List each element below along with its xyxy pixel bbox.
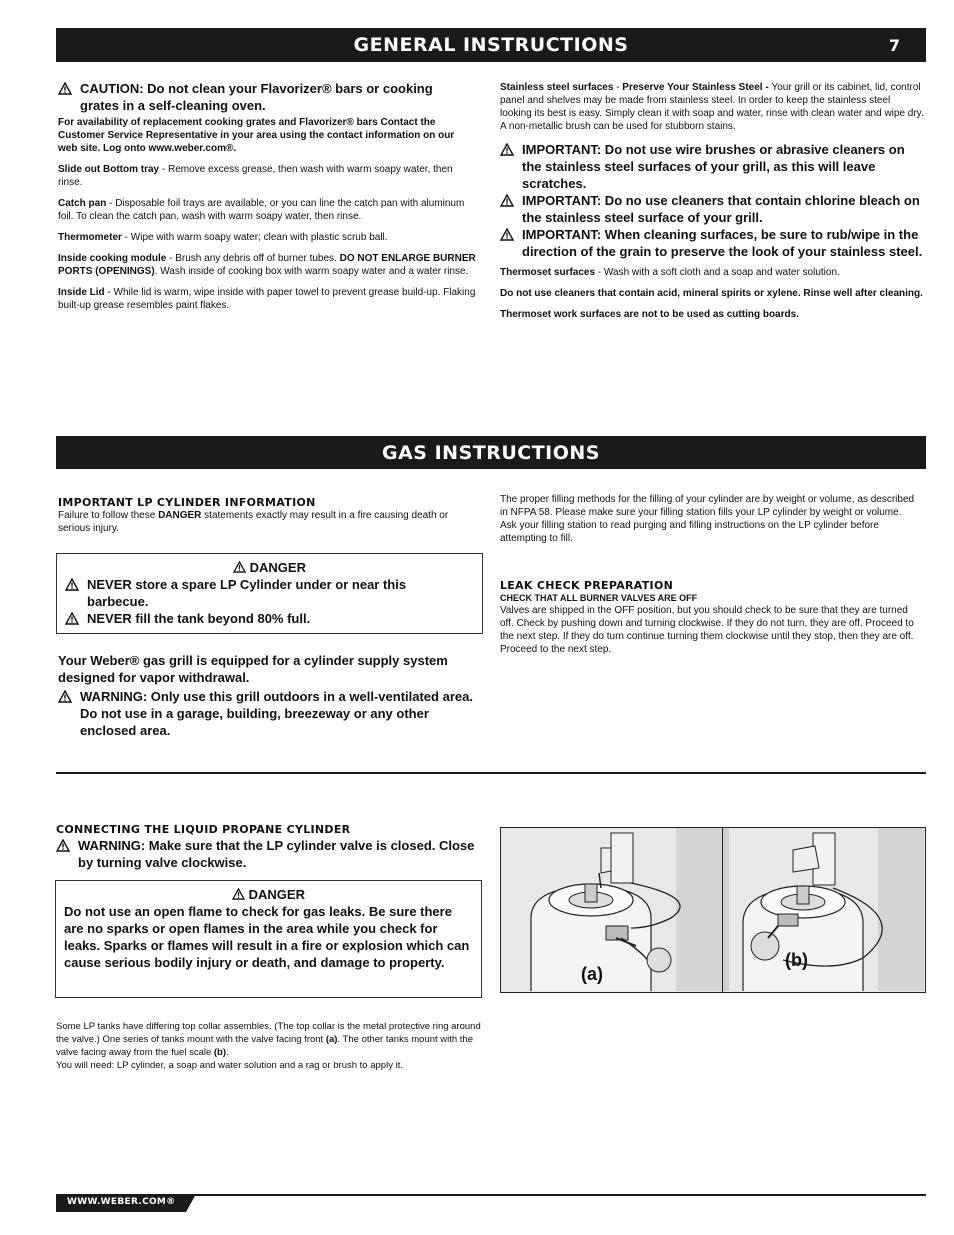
leak-check-text: Valves are shipped in the OFF position, but you should check to be sure that they are turned off. Check by pushing down and turning clockwise. If they do not turn, they are off. Proceed to the next step. If they do turn continue turning them clockwise until they stop, then they are off. Proceed to the next step. xyxy=(500,605,914,655)
item-cooking-module xyxy=(58,252,476,278)
lp-danger-word: DANGER xyxy=(158,510,202,521)
gas-instructions-header xyxy=(56,436,926,469)
danger-heading xyxy=(57,559,482,576)
important-text: IMPORTANT: When cleaning surfaces, be sure to rub/wipe in the direction of the grain to preserve the look of your stainless steel. xyxy=(522,227,923,259)
no-cleaners-note: Do not use cleaners that contain acid, mineral spirits or xylene. Rinse well after cleaning. xyxy=(500,288,923,299)
warning-triangle-icon xyxy=(65,578,79,591)
item-text: - Remove excess grease, then wash with warm soapy water, then rinse. xyxy=(58,164,453,188)
thermoset-text: - Wash with a soft cloth and a soap and water solution. xyxy=(595,267,840,278)
section-divider xyxy=(56,772,926,774)
danger-text: NEVER store a spare LP Cylinder under or near this barbecue. xyxy=(87,577,407,609)
stainless-paragraph xyxy=(500,81,924,133)
item-term: Inside cooking module xyxy=(58,253,167,264)
warning-triangle-icon xyxy=(58,690,72,703)
danger-heading xyxy=(56,886,481,903)
item-catch-pan xyxy=(58,197,476,223)
important-2 xyxy=(500,192,924,226)
item-text: - Wipe with warm soapy water; clean with plastic scrub ball. xyxy=(121,232,388,243)
connect-warning xyxy=(56,837,480,871)
warning-triangle-icon xyxy=(233,561,246,573)
stainless-bold: Preserve Your Stainless Steel - xyxy=(622,82,772,93)
warning-triangle-icon xyxy=(500,228,514,241)
connect-section xyxy=(56,823,480,871)
stainless-term: Stainless steel surfaces xyxy=(500,82,614,93)
item-term: Inside Lid xyxy=(58,287,105,298)
warning-triangle-icon xyxy=(500,143,514,156)
lp-cylinder-heading: IMPORTANT LP CYLINDER INFORMATION xyxy=(58,496,316,509)
important-1 xyxy=(500,141,924,192)
general-right-column xyxy=(500,81,924,329)
item-term: Thermometer xyxy=(58,232,122,243)
lp-post: statements exactly may result in a fire causing death or serious injury. xyxy=(58,510,449,534)
important-3 xyxy=(500,226,924,260)
lp-info-section xyxy=(58,496,478,535)
general-instructions-header xyxy=(56,28,926,62)
general-left-column xyxy=(58,80,476,320)
warning-outdoor xyxy=(58,688,480,739)
item-text-2: . Wash inside of cooking box with warm soapy water and a water rinse. xyxy=(154,266,469,277)
lp-failure-text xyxy=(58,509,478,535)
item-text: - Disposable foil trays are available, or you can line the catch pan with aluminum foil. To clean the catch pan, wash with warm soapy water, then rinse. xyxy=(58,198,465,222)
connect-warning-text: WARNING: Make sure that the LP cylinder valve is closed. Close by turning valve clockwise. xyxy=(78,838,475,870)
tanks-b: (b) xyxy=(213,1047,227,1058)
caution-flavorizer xyxy=(58,80,476,114)
danger-box-storage xyxy=(56,553,483,634)
item-thermometer xyxy=(58,231,476,244)
filling-text: The proper filling methods for the filling of your cylinder are by weight or volume, as described in NFPA 58. Please make sure your filling station fills your LP cylinder by weight or volume. Ask your filling station to read purging and filling instructions on the LP cylinder before attempting to fill. xyxy=(500,494,915,544)
footer-url-tab xyxy=(56,1194,196,1212)
item-term: Catch pan xyxy=(58,198,107,209)
item-text: - Brush any debris off of burner tubes. xyxy=(166,253,340,264)
warning-triangle-icon xyxy=(58,82,72,95)
danger-text: NEVER fill the tank beyond 80% full. xyxy=(87,611,311,626)
warning-outdoor-text: WARNING: Only use this grill outdoors in a well-ventilated area. Do not use in a garage, building, breezeway or any other enclosed area. xyxy=(80,689,473,738)
item-inside-lid xyxy=(58,286,476,312)
tank-illustration-b xyxy=(722,827,926,993)
danger-line-2 xyxy=(65,610,482,627)
stainless-text: Your grill or its cabinet, lid, control panel and shelves may be made from stainless steel. In order to keep the stainless steel looking its best is easy. Simply clean it with soap and water, rinse with clean water and wipe dry. A non-metallic brush can be used for stubborn stains. xyxy=(500,82,924,132)
item-text: - While lid is warm, wipe inside with paper towel to prevent grease build-up. Flaking built-up grease resembles paint flakes. xyxy=(58,287,476,311)
danger-flame-text: Do not use an open flame to check for gas leaks. Be sure there are no sparks or open flames in the area while you check for leaks. Sparks or flames will result in a fire or explosion which can cause serious bodily injury or death, and damage to property. xyxy=(64,904,470,970)
warning-triangle-icon xyxy=(500,194,514,207)
warning-triangle-icon xyxy=(232,888,245,900)
tanks-end: . xyxy=(226,1047,229,1058)
tank-collar-text xyxy=(56,1020,484,1072)
footer-url: WWW.WEBER.COM® xyxy=(67,1197,176,1207)
thermoset-paragraph xyxy=(500,266,924,279)
important-text: IMPORTANT: Do no use cleaners that contain chlorine bleach on the stainless steel surface of your grill. xyxy=(522,193,920,225)
item-bottom-tray xyxy=(58,163,476,189)
danger-line-1 xyxy=(65,576,447,610)
connect-heading: CONNECTING THE LIQUID PROPANE CYLINDER xyxy=(56,823,351,836)
weber-supply-text: Your Weber® gas grill is equipped for a cylinder supply system designed for vapor withdrawal. xyxy=(58,653,448,685)
lp-pre: Failure to follow these xyxy=(58,510,159,521)
no-cutting-note: Thermoset work surfaces are not to be used as cutting boards. xyxy=(500,309,799,320)
tanks-pre: Some LP tanks have differing top collar assembles. (The top collar is the metal protective ring around the valve.) One series of tanks mount with the valve facing front xyxy=(56,1021,481,1045)
label-a: (a) xyxy=(581,964,603,984)
thermoset-term: Thermoset surfaces xyxy=(500,267,596,278)
warning-triangle-icon xyxy=(56,839,70,852)
tank-collar-paragraph xyxy=(56,1020,484,1059)
warning-triangle-icon xyxy=(65,612,79,625)
item-bold: DO NOT ENLARGE BURNER PORTS (OPENINGS) xyxy=(58,253,476,277)
availability-note: For availability of replacement cooking grates and Flavorizer® bars Contact the Customer Service Representative in your area using the contact information on our web site. Log onto www.weber.com®. xyxy=(58,117,455,154)
weber-supply-section xyxy=(58,652,480,739)
danger-label: DANGER xyxy=(248,887,305,902)
caution-line-1: CAUTION: Do not clean your Flavorizer® bars or cooking xyxy=(80,81,433,96)
leak-check-heading: LEAK CHECK PREPARATION xyxy=(500,579,674,592)
danger-box-flame xyxy=(55,880,482,998)
lp-tank-rear-valve-illustration xyxy=(723,828,924,991)
general-instructions-title: GENERAL INSTRUCTIONS xyxy=(353,34,629,56)
tank-illustration-a xyxy=(500,827,724,993)
danger-label: DANGER xyxy=(249,560,306,575)
tanks-mid: . The other tanks mount with the valve facing away from the fuel scale xyxy=(56,1034,473,1058)
caution-line-2: grates in a self-cleaning oven. xyxy=(80,98,266,113)
stainless-sep: - xyxy=(613,82,623,93)
important-text: IMPORTANT: Do not use wire brushes or abrasive cleaners on the stainless steel surfaces of your grill, as this will leave scratches. xyxy=(522,142,905,191)
label-b: (b) xyxy=(785,950,808,970)
lp-tank-front-valve-illustration xyxy=(501,828,722,991)
you-will-need: You will need: LP cylinder, a soap and water solution and a rag or brush to apply it. xyxy=(56,1060,403,1071)
gas-instructions-title: GAS INSTRUCTIONS xyxy=(382,442,600,464)
item-term: Slide out Bottom tray xyxy=(58,164,160,175)
tanks-a: (a) xyxy=(325,1034,338,1045)
gas-right-column xyxy=(500,493,920,656)
page-number: 7 xyxy=(888,36,900,55)
leak-check-subheading: CHECK THAT ALL BURNER VALVES ARE OFF xyxy=(500,593,698,603)
